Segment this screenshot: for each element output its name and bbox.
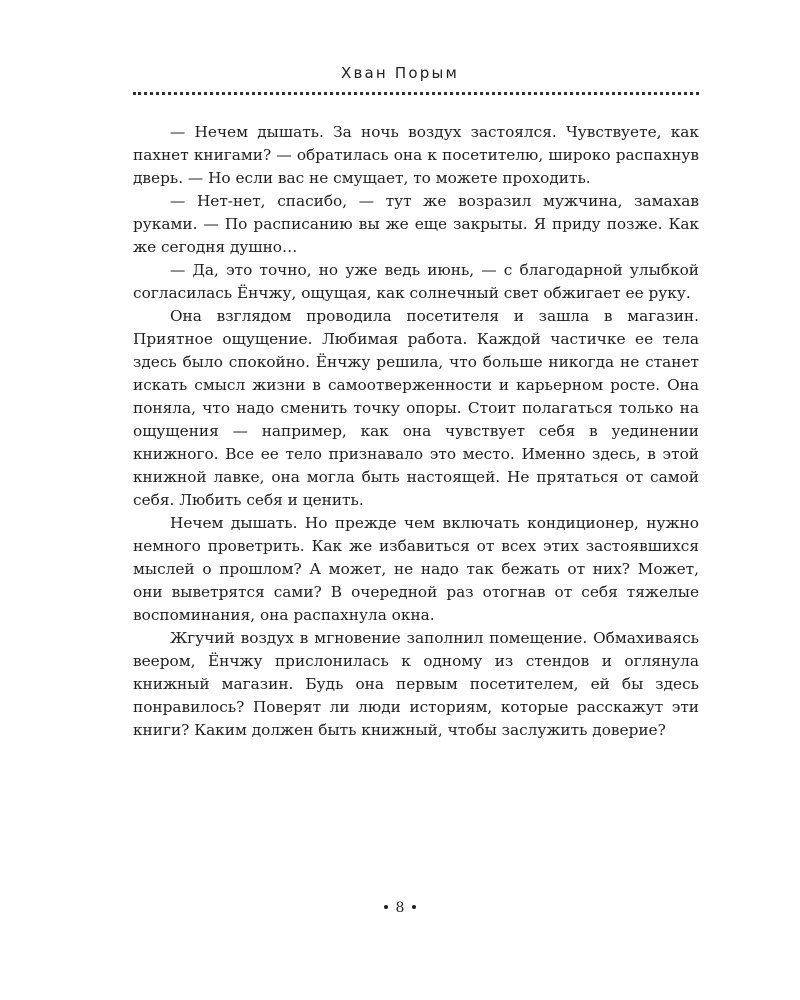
page-footer (0, 900, 800, 916)
paragraph: Она взглядом проводила посетителя и зашла в магазин. Приятное ощущение. Любимая работа. Каждой частичке ее тела здесь было спокойно. Ёнчжу решила, что больше никогда не станет искать смысл жизни в самоотверженности и карьерном росте. Она поняла, что надо сменить точку опоры. Стоит полагаться только на ощущения — например, как она чувствует себя в уединении книжного. Все ее тело признавало это место. Именно здесь, в этой книжной лавке, она могла быть настоящей. Не прятаться от самой себя. Любить себя и ценить. (133, 307, 699, 509)
body-text (133, 121, 699, 742)
page-number: 8 (395, 900, 405, 916)
running-head-title: Хван Порым (340, 64, 460, 82)
header-dotted-rule (133, 92, 699, 95)
paragraph: Жгучий воздух в мгновение заполнил помещение. Обмахиваясь веером, Ёнчжу прислонилась к одному из стендов и оглянула книжный магазин. Будь она первым посетителем, ей бы здесь понравилось? Поверят ли люди историям, которые расскажут эти книги? Каким должен быть книжный, чтобы заслужить доверие? (133, 629, 699, 739)
paragraph: — Нет-нет, спасибо, — тут же возразил мужчина, замахав руками. — По расписанию вы же еще закрыты. Я приду позже. Как же сегодня душно… (133, 192, 699, 256)
paragraph: — Нечем дышать. За ночь воздух застоялся. Чувствуете, как пахнет книгами? — обратилась она к посетителю, широко распахнув дверь. — Но если вас не смущает, то можете проходить. (133, 123, 699, 187)
folio-left-dot (384, 905, 388, 909)
folio-right-dot (412, 905, 416, 909)
paragraph: Нечем дышать. Но прежде чем включать кондиционер, нужно немного проветрить. Как же избавиться от всех этих застоявшихся мыслей о прошлом? А может, не надо так бежать от них? Может, они выветрятся сами? В очередной раз отогнав от себя тяжелые воспоминания, она распахнула окна. (133, 514, 699, 624)
paragraph: — Да, это точно, но уже ведь июнь, — с благодарной улыбкой согласилась Ёнчжу, ощущая, как солнечный свет обжигает ее руку. (133, 261, 699, 302)
